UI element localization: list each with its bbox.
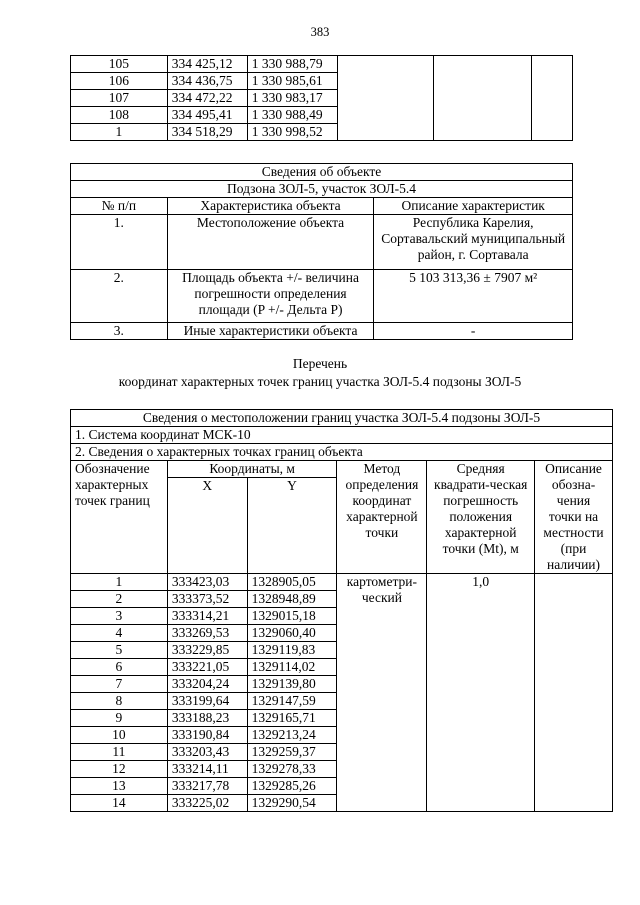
y-coordinate: 1329139,80 — [247, 676, 337, 693]
y-coordinate: 1329165,71 — [247, 710, 337, 727]
boundary-coordinates-table — [70, 409, 613, 812]
point-number: 13 — [71, 778, 168, 795]
row-description: 5 103 313,36 ± 7907 м² — [374, 270, 573, 323]
y-coordinate: 1 330 985,61 — [247, 73, 337, 90]
point-description-value — [535, 574, 613, 812]
error-cell — [434, 56, 532, 141]
table-row — [71, 56, 573, 73]
method-cell — [337, 56, 434, 141]
x-coordinate: 333314,21 — [167, 608, 247, 625]
row-description: - — [374, 323, 573, 340]
point-number: 1 — [71, 124, 168, 141]
header-designation: Обозначение характерных точек границ — [71, 461, 168, 574]
row-characteristic: Площадь объекта +/- величина погрешности определения площади (P +/- Дельта P) — [167, 270, 374, 323]
y-coordinate: 1328905,05 — [247, 574, 337, 591]
y-coordinate: 1 330 988,79 — [247, 56, 337, 73]
x-coordinate: 333199,64 — [167, 693, 247, 710]
top-coordinates-table — [70, 55, 573, 141]
point-number: 4 — [71, 625, 168, 642]
row-number: 2. — [71, 270, 168, 323]
point-number: 12 — [71, 761, 168, 778]
y-coordinate: 1329147,59 — [247, 693, 337, 710]
point-number: 105 — [71, 56, 168, 73]
y-coordinate: 1 330 988,49 — [247, 107, 337, 124]
y-coordinate: 1328948,89 — [247, 591, 337, 608]
x-coordinate: 333225,02 — [167, 795, 247, 812]
x-coordinate: 334 436,75 — [167, 73, 247, 90]
point-number: 14 — [71, 795, 168, 812]
list-heading-subtitle: координат характерных точек границ участка ЗОЛ-5.4 подзоны ЗОЛ-5 — [118, 374, 522, 389]
header-method: Метод определения координат характерной точки — [337, 461, 427, 574]
x-coordinate: 333204,24 — [167, 676, 247, 693]
header-coordinates: Координаты, м — [167, 461, 337, 478]
y-coordinate: 1 330 983,17 — [247, 90, 337, 107]
point-number: 107 — [71, 90, 168, 107]
row-number: 3. — [71, 323, 168, 340]
x-coordinate: 334 518,29 — [167, 124, 247, 141]
y-coordinate: 1329259,37 — [247, 744, 337, 761]
y-coordinate: 1329114,02 — [247, 659, 337, 676]
y-coordinate: 1329213,24 — [247, 727, 337, 744]
row-characteristic: Местоположение объекта — [167, 215, 374, 270]
x-coordinate: 334 472,22 — [167, 90, 247, 107]
object-info-table — [70, 163, 573, 340]
object-info-title: Сведения об объекте — [71, 164, 573, 181]
point-number: 6 — [71, 659, 168, 676]
header-number: № п/п — [71, 198, 168, 215]
object-info-subtitle: Подзона ЗОЛ-5, участок ЗОЛ-5.4 — [71, 181, 573, 198]
y-coordinate: 1 330 998,52 — [247, 124, 337, 141]
point-number: 106 — [71, 73, 168, 90]
point-number: 108 — [71, 107, 168, 124]
point-number: 9 — [71, 710, 168, 727]
page-number: 383 — [310, 25, 330, 39]
method-value: картометри-ческий — [337, 574, 427, 812]
point-number: 8 — [71, 693, 168, 710]
point-number: 7 — [71, 676, 168, 693]
x-coordinate: 333190,84 — [167, 727, 247, 744]
x-coordinate: 333221,05 — [167, 659, 247, 676]
x-coordinate: 333214,11 — [167, 761, 247, 778]
y-coordinate: 1329119,83 — [247, 642, 337, 659]
x-coordinate: 334 495,41 — [167, 107, 247, 124]
x-coordinate: 334 425,12 — [167, 56, 247, 73]
x-coordinate: 333229,85 — [167, 642, 247, 659]
x-coordinate: 333423,03 — [167, 574, 247, 591]
coord-system: 1. Система координат МСК-10 — [71, 427, 613, 444]
y-coordinate: 1329285,26 — [247, 778, 337, 795]
x-coordinate: 333269,53 — [167, 625, 247, 642]
header-description: Описание характеристик — [374, 198, 573, 215]
point-number: 11 — [71, 744, 168, 761]
y-coordinate: 1329060,40 — [247, 625, 337, 642]
point-number: 3 — [71, 608, 168, 625]
point-number: 2 — [71, 591, 168, 608]
coords-section: 2. Сведения о характерных точках границ объекта — [71, 444, 613, 461]
header-characteristic: Характеристика объекта — [167, 198, 374, 215]
row-description: Республика Карелия, Сортавальский муниципальный район, г. Сортавала — [374, 215, 573, 270]
y-coordinate: 1329278,33 — [247, 761, 337, 778]
row-number: 1. — [71, 215, 168, 270]
x-coordinate: 333373,52 — [167, 591, 247, 608]
x-coordinate: 333203,43 — [167, 744, 247, 761]
header-y: Y — [247, 478, 337, 574]
header-x: X — [167, 478, 247, 574]
y-coordinate: 1329015,18 — [247, 608, 337, 625]
coords-title: Сведения о местоположении границ участка ЗОЛ-5.4 подзоны ЗОЛ-5 — [71, 410, 613, 427]
row-characteristic: Иные характеристики объекта — [167, 323, 374, 340]
x-coordinate: 333188,23 — [167, 710, 247, 727]
point-number: 1 — [71, 574, 168, 591]
header-point-description: Описание обозна-чения точки на местности (при наличии) — [535, 461, 613, 574]
point-number: 5 — [71, 642, 168, 659]
point-number: 10 — [71, 727, 168, 744]
description-cell — [532, 56, 573, 141]
table-row — [71, 574, 613, 591]
list-heading-title: Перечень — [292, 356, 348, 371]
error-value: 1,0 — [427, 574, 535, 812]
x-coordinate: 333217,78 — [167, 778, 247, 795]
header-error: Средняя квадрати-ческая погрешность положения характерной точки (Mt), м — [427, 461, 535, 574]
y-coordinate: 1329290,54 — [247, 795, 337, 812]
